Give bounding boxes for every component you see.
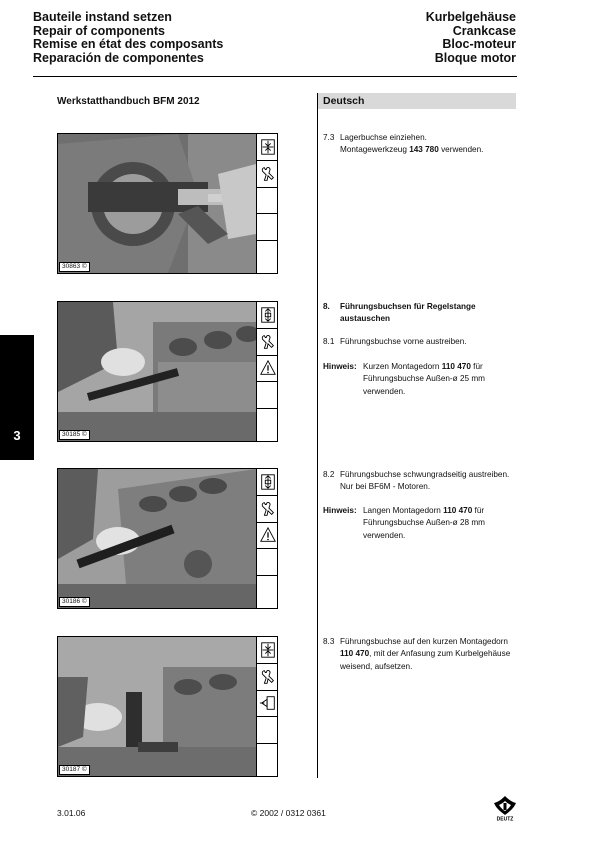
chapter-number: 3	[13, 428, 21, 443]
icon-cell-empty	[257, 549, 278, 576]
step-number: 7.3	[323, 133, 335, 142]
figure-number: 30187	[62, 766, 81, 773]
tool-number: 110 470	[340, 649, 370, 659]
tool-number: 143 780	[409, 145, 439, 155]
icon-column	[256, 302, 278, 441]
step-number: 8.3	[323, 637, 335, 646]
step-7-3	[323, 132, 518, 157]
icon-cell-empty	[257, 409, 278, 436]
header-divider	[33, 76, 517, 77]
step-8-1	[323, 336, 518, 348]
header-title-block	[33, 11, 223, 65]
chamfer-icon	[259, 694, 277, 712]
wrench-icon	[259, 333, 277, 351]
note-2	[323, 505, 518, 545]
header-title-es: Reparación de componentes	[33, 50, 204, 65]
step-heading-line2: austauschen	[340, 314, 391, 324]
text: für	[472, 506, 485, 515]
logo-text: DEUTZ	[496, 816, 514, 821]
step-text: Führungsbuchse schwungradseitig austreiben.	[340, 470, 510, 479]
icon-column	[256, 134, 278, 273]
icon-cell-empty	[257, 382, 278, 409]
text: Kurzen Montagedorn	[363, 362, 442, 371]
note-label: Hinweis:	[323, 506, 357, 515]
step-number: 8.	[323, 302, 330, 311]
header-section-en: Crankcase	[452, 23, 516, 38]
step-number: 8.1	[323, 337, 335, 346]
photo-drive-out-flywheel	[58, 469, 256, 608]
step-text-line2	[323, 144, 518, 156]
icon-cell	[257, 664, 278, 691]
wrench-icon	[259, 165, 277, 183]
icon-cell-empty	[257, 241, 278, 268]
step-8-3	[323, 636, 518, 673]
footer-page-number: 3.01.06	[57, 808, 86, 818]
photo-bearing-bush	[58, 134, 256, 273]
figure-30863	[57, 133, 278, 274]
wrench-icon	[259, 668, 277, 686]
figure-30186	[57, 468, 278, 609]
step-8-2	[323, 469, 518, 494]
note-label: Hinweis:	[323, 362, 357, 371]
step-text-line2: Nur bei BF6M - Motoren.	[340, 482, 431, 492]
warning-icon	[259, 526, 277, 544]
header-section-fr: Bloc-moteur	[442, 37, 516, 52]
icon-cell	[257, 496, 278, 523]
step-8-heading	[323, 301, 518, 326]
figure-label: 30186 ©	[59, 597, 90, 607]
text: Führungsbuchse Außen-ø 28 mm	[363, 518, 485, 528]
note-1	[323, 361, 518, 401]
text: , mit der Anfasung zum Kurbelgehäuse	[369, 649, 511, 659]
press-out-icon	[259, 306, 277, 324]
tool-number: 110 470	[443, 506, 473, 515]
step-text: Führungsbuchse auf den kurzen Montagedorn	[340, 637, 508, 646]
icon-cell-empty	[257, 214, 278, 241]
header-section-de: Kurbelgehäuse	[425, 10, 516, 24]
text: Führungsbuchse Außen-ø 25 mm	[363, 374, 485, 384]
icon-cell	[257, 329, 278, 356]
figure-label: 30863 ©	[59, 262, 90, 272]
header-section-block	[426, 11, 516, 65]
icon-cell	[257, 161, 278, 188]
header-section-es: Bloque motor	[434, 50, 516, 65]
step-text-line2	[323, 648, 518, 660]
icon-cell-empty	[257, 576, 278, 603]
text: verwenden.	[438, 145, 484, 155]
note-body	[363, 505, 523, 542]
text: für	[470, 362, 483, 371]
text: verwenden.	[363, 530, 406, 540]
step-text: Lagerbuchse einziehen.	[340, 133, 427, 142]
photo-drive-out-front	[58, 302, 256, 441]
press-out-icon	[259, 473, 277, 491]
figure-number: 30863	[62, 263, 81, 270]
footer-copyright: © 2002 / 0312 0361	[251, 808, 326, 818]
figure-30185	[57, 301, 278, 442]
step-text: Führungsbuchse vorne austreiben.	[340, 337, 467, 346]
step-heading: Führungsbuchsen für Regelstange	[340, 302, 476, 311]
step-number: 8.2	[323, 470, 335, 479]
figure-number: 30185	[62, 431, 81, 438]
note-body	[363, 361, 523, 398]
manual-title: Werkstatthandbuch BFM 2012	[57, 96, 200, 107]
header-title-de: Bauteile instand setzen	[33, 10, 172, 24]
icon-cell	[257, 637, 278, 664]
deutz-logo	[492, 795, 518, 821]
icon-cell	[257, 523, 278, 550]
wrench-icon	[259, 500, 277, 518]
icon-cell-empty	[257, 188, 278, 215]
text: Langen Montagedorn	[363, 506, 444, 515]
figure-number: 30186	[62, 598, 81, 605]
icon-cell	[257, 356, 278, 383]
press-in-icon	[259, 138, 277, 156]
deutz-logo-icon	[492, 795, 518, 821]
text: Montagewerkzeug	[340, 145, 410, 155]
icon-column	[256, 469, 278, 608]
warning-icon	[259, 359, 277, 377]
icon-cell-empty	[257, 744, 278, 771]
photo-mandrel-insert	[58, 637, 256, 776]
header-title-en: Repair of components	[33, 23, 165, 38]
icon-cell	[257, 469, 278, 496]
figure-label: 30185 ©	[59, 430, 90, 440]
press-in-icon	[259, 641, 277, 659]
icon-cell	[257, 302, 278, 329]
figure-30187	[57, 636, 278, 777]
tool-number: 110 470	[441, 362, 471, 371]
figure-label: 30187 ©	[59, 765, 90, 775]
icon-column	[256, 637, 278, 776]
icon-cell	[257, 691, 278, 718]
text: verwenden.	[363, 386, 406, 396]
icon-cell-empty	[257, 717, 278, 744]
column-divider	[317, 93, 318, 778]
step-text-line3: weisend, aufsetzen.	[340, 661, 413, 671]
header-title-fr: Remise en état des composants	[33, 37, 224, 52]
language-label: Deutsch	[318, 93, 516, 109]
icon-cell	[257, 134, 278, 161]
